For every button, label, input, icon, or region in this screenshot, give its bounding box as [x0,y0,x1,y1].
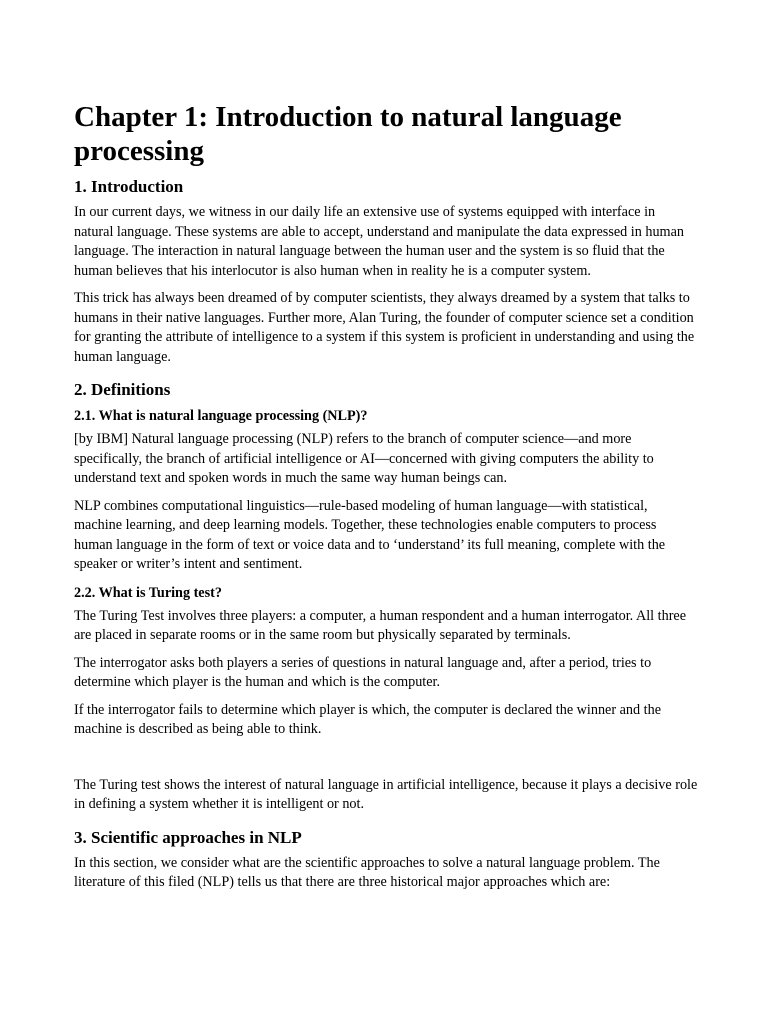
paragraph: This trick has always been dreamed of by computer scientists, they always dreamed by a system that talks to humans in their native languages. Further more, Alan Turing, the founder of computer science set a condition for granting the attribute of intelligence to a system if this system is proficient in understanding and using the human language. [74,290,695,365]
paragraph: In our current days, we witness in our daily life an extensive use of systems equipped with interface in natural language. These systems are able to accept, understand and manipulate the data expressed in human language. The interaction in natural language between the human user and the system is so fluid that the human believes that his interlocutor is also human when in reality he is a computer system. [74,204,684,279]
section-heading-definitions: 2. Definitions [74,380,171,399]
subsection-heading-nlp: 2.1. What is natural language processing (NLP)? [74,408,368,424]
paragraph: [by IBM] Natural language processing (NLP) refers to the branch of computer science—and more specifically, the branch of artificial intelligence or AI—concerned with giving computers the ability to understand text and spoken words in much the same way human beings can. [74,431,654,486]
subsection-heading-turing: 2.2. What is Turing test? [74,584,222,601]
paragraph: The interrogator asks both players a series of questions in natural language and, after a period, tries to determine which player is the human and which is the computer. [74,654,652,690]
paragraph: In this section, we consider what are the scientific approaches to solve a natural language problem. The literature of this filed (NLP) tells us that there are three historical major approaches which are: [74,854,660,890]
paragraph: If the interrogator fails to determine which player is which, the computer is declared the winner and the machine is described as being able to think. [74,701,661,737]
paragraph: The Turing test shows the interest of natural language in artificial intelligence, because it plays a decisive role in defining a system whether it is intelligent or not. [74,776,698,812]
chapter-title: Chapter 1: Introduction to natural language processing [74,101,622,167]
paragraph: The Turing Test involves three players: a computer, a human respondent and a human interrogator. All three are placed in separate rooms or in the same room but physically separated by terminals. [74,607,687,643]
section-heading-approaches: 3. Scientific approaches in NLP [74,827,302,847]
paragraph: NLP combines computational linguistics—rule-based modeling of human language—with statistical, machine learning, and deep learning models. Together, these technologies enable computers to process human language in the form of text or voice data and to ‘understand’ its full meaning, complete with the speaker or writer’s intent and sentiment. [74,497,666,572]
section-heading-introduction: 1. Introduction [74,177,184,196]
